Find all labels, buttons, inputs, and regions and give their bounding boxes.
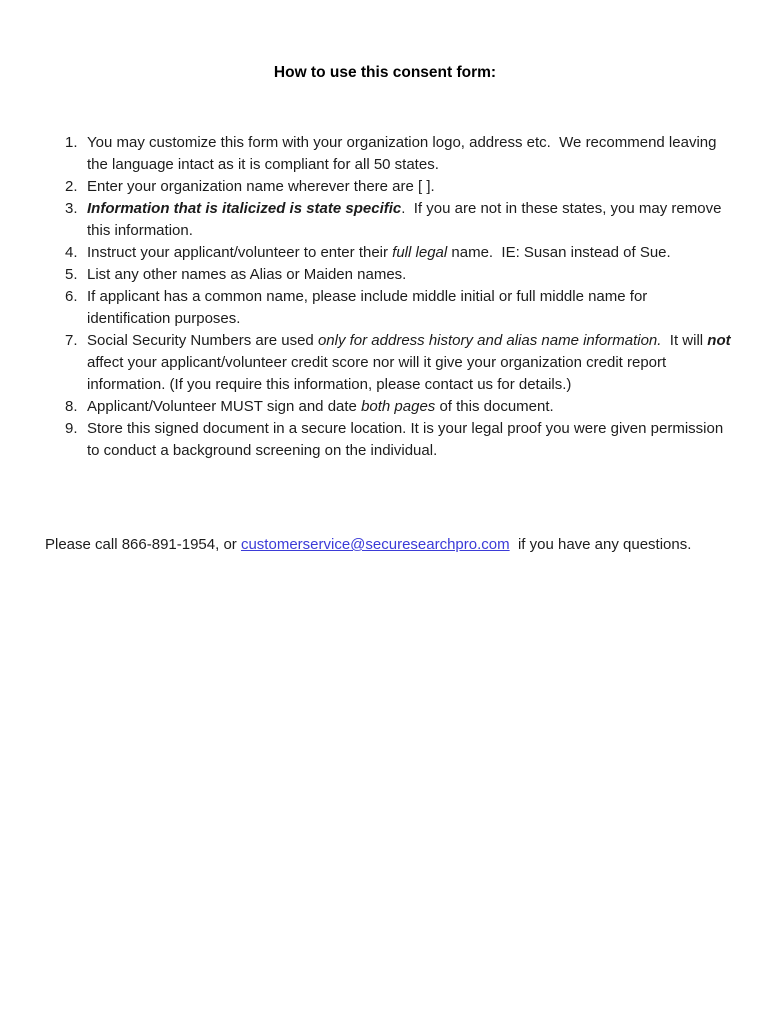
text-run: Store this signed document in a secure location. It is your legal proof you were given permission to conduct a background screening on the individual. bbox=[87, 420, 728, 459]
text-run: Instruct your applicant/volunteer to enter their bbox=[87, 244, 393, 261]
item-text bbox=[87, 418, 734, 462]
item-number: 7. bbox=[65, 332, 78, 349]
item-text bbox=[87, 286, 734, 330]
text-run: name. IE: Susan instead of Sue. bbox=[447, 244, 671, 261]
item-text bbox=[87, 396, 734, 418]
text-run: Please call 866-891-1954, or bbox=[45, 536, 241, 553]
item-number: 4. bbox=[65, 244, 78, 261]
list-item-3 bbox=[65, 198, 734, 242]
list-item-2 bbox=[65, 176, 734, 198]
text-run: List any other names as Alias or Maiden names. bbox=[87, 266, 407, 283]
item-text bbox=[87, 242, 734, 264]
text-run: of this document. bbox=[435, 398, 554, 415]
text-run: You may customize this form with your organization logo, address etc. We recommend leaving the language intact as it is compliant for all 50 states. bbox=[87, 134, 721, 173]
item-number: 3. bbox=[65, 200, 78, 217]
item-text bbox=[87, 176, 734, 198]
text-run: It will bbox=[661, 332, 708, 349]
text-run: affect your applicant/volunteer credit score nor will it give your organization credit report information. (If you require this information, please contact us for details.) bbox=[87, 332, 735, 393]
item-number: 6. bbox=[65, 288, 78, 305]
list-item-9 bbox=[65, 418, 734, 462]
item-text bbox=[87, 198, 734, 242]
item-number: 5. bbox=[65, 266, 78, 283]
text-run: Social Security Numbers are used bbox=[87, 332, 318, 349]
text-run: Enter your organization name wherever there are [ ]. bbox=[87, 178, 435, 195]
list-item-8 bbox=[65, 396, 734, 418]
text-run-italic: both pages bbox=[361, 398, 436, 415]
text-run: Applicant/Volunteer MUST sign and date bbox=[87, 398, 362, 415]
instructions-list bbox=[0, 132, 770, 462]
item-text bbox=[87, 132, 734, 176]
item-number: 8. bbox=[65, 398, 78, 415]
item-number: 1. bbox=[65, 134, 78, 151]
item-text bbox=[87, 264, 734, 286]
text-run-bold-italic: not bbox=[707, 332, 731, 349]
item-number: 9. bbox=[65, 420, 78, 437]
list-item-5 bbox=[65, 264, 734, 286]
list-item-4 bbox=[65, 242, 734, 264]
item-number: 2. bbox=[65, 178, 78, 195]
text-run: If applicant has a common name, please include middle initial or full middle name for identification purposes. bbox=[87, 288, 652, 327]
item-text bbox=[87, 330, 734, 396]
contact-paragraph bbox=[45, 534, 710, 556]
email-link[interactable]: customerservice@securesearchpro.com bbox=[240, 536, 510, 553]
text-run-bold-italic: Information that is italicized is state specific bbox=[87, 200, 402, 217]
list-item-7 bbox=[65, 330, 734, 396]
list-item-6 bbox=[65, 286, 734, 330]
text-run: if you have any questions. bbox=[509, 536, 692, 553]
text-run: . If you are not in these states, you may remove this information. bbox=[87, 200, 726, 239]
text-run-italic: only for address history and alias name information. bbox=[317, 332, 662, 349]
list-item-1 bbox=[65, 132, 734, 176]
text-run-italic: full legal bbox=[392, 244, 448, 261]
page-title: How to use this consent form: bbox=[273, 64, 497, 81]
